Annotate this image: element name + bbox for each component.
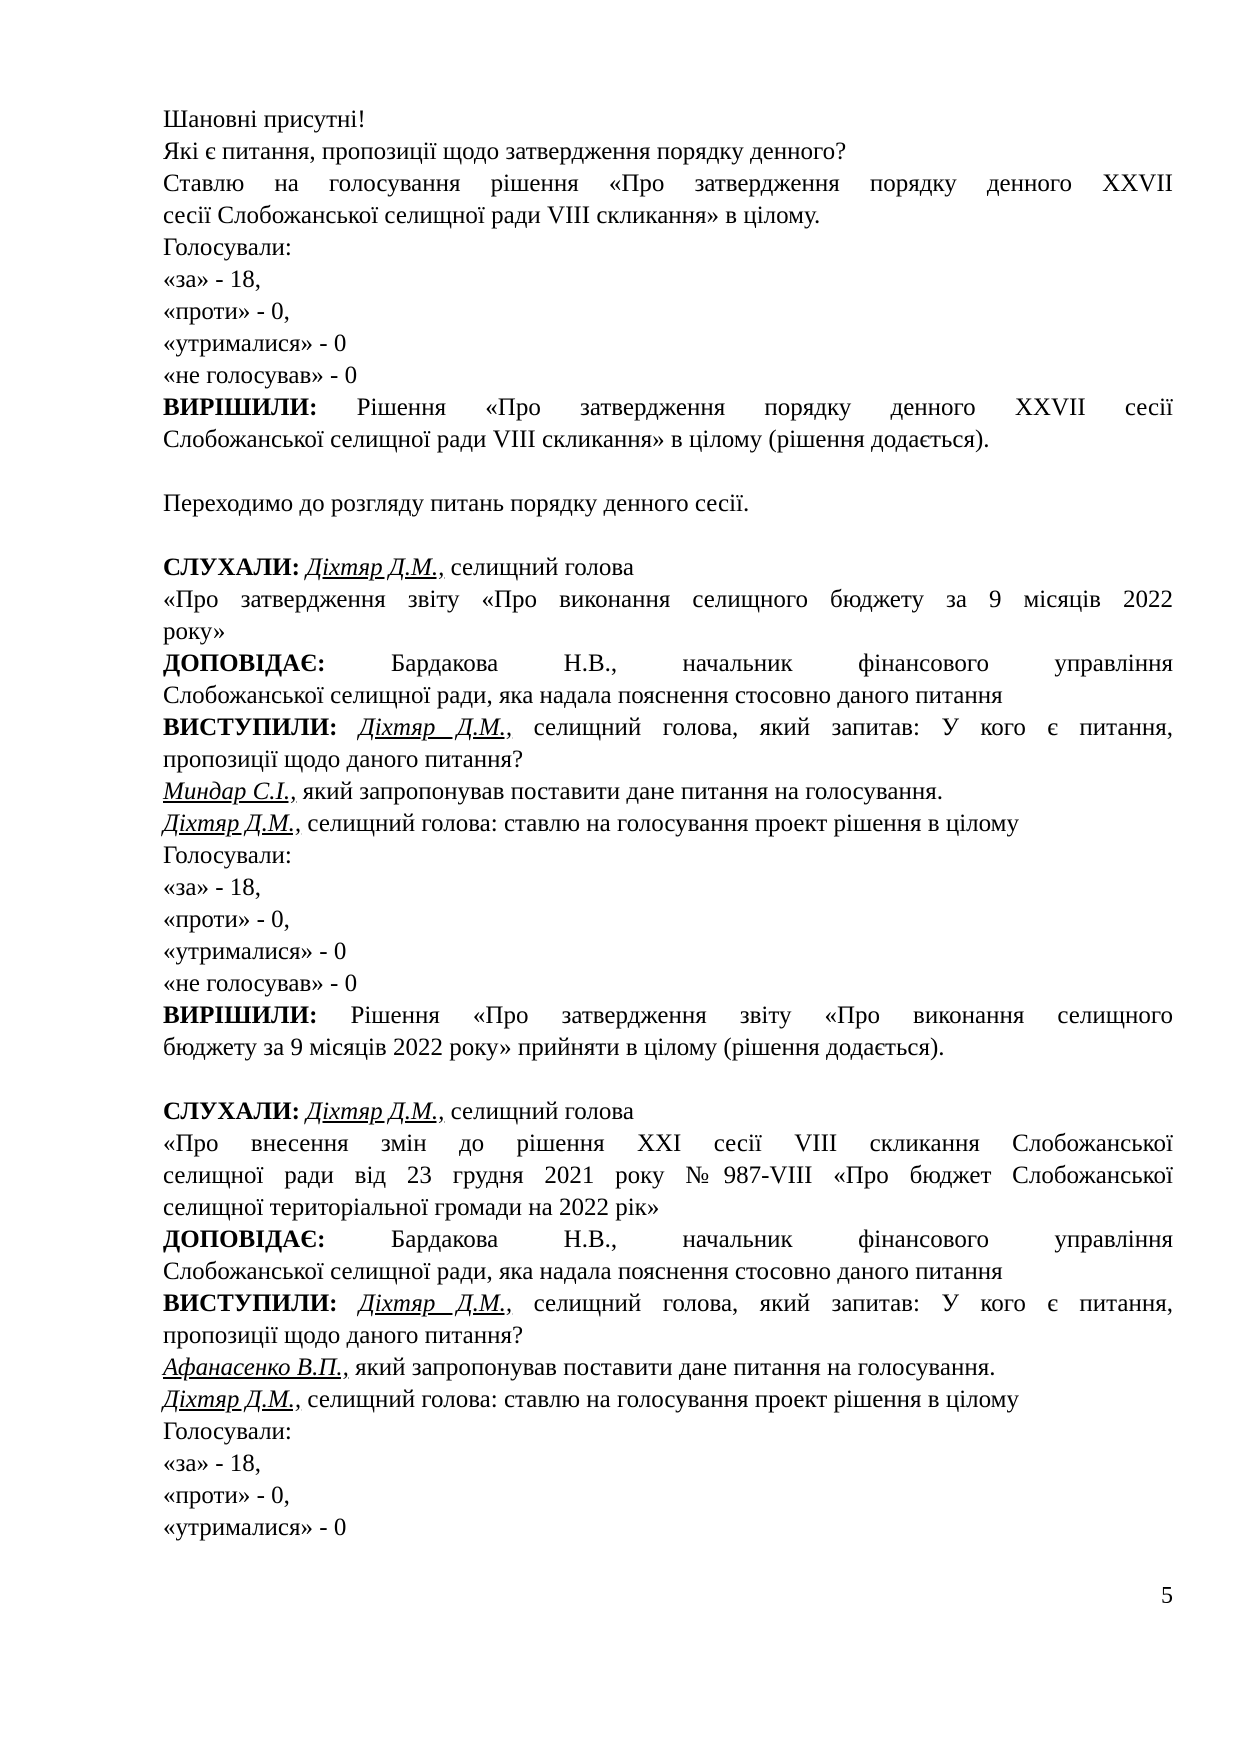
decided-label: ВИРІШИЛИ:: [163, 1002, 318, 1029]
item1-proposer: [163, 776, 1173, 808]
heard-label: СЛУХАЛИ:: [163, 554, 300, 581]
spacer: [163, 456, 1173, 488]
page-number: 5: [1161, 1583, 1173, 1609]
reports-text: Бардакова Н.В., начальник фінансового управління: [325, 650, 1173, 677]
item1-reports-line-1: [163, 648, 1173, 680]
reports-label: ДОПОВІДАЄ:: [163, 650, 326, 677]
vote-for: «за» - 18,: [163, 1450, 262, 1477]
chair-text: селищний голова: ставлю на голосування проект рішення в цілому: [301, 810, 1019, 837]
item1-topic-line-2: року»: [163, 618, 226, 645]
speaker-role: селищний голова: [444, 554, 634, 581]
item2-reports-line-1: [163, 1224, 1173, 1256]
spacer: [163, 1064, 1173, 1096]
chair-text: селищний голова: ставлю на голосування проект рішення в цілому: [301, 1386, 1019, 1413]
heard-label: СЛУХАЛИ:: [163, 1098, 300, 1125]
item2-heard: [163, 1096, 1173, 1128]
transition-text: Переходимо до розгляду питань порядку денного сесії.: [163, 490, 750, 517]
item2-topic-line-1: «Про внесення змін до рішення XXI сесії VIII скликання Слобожанської: [163, 1130, 1173, 1157]
vote-for: «за» - 18,: [163, 874, 262, 901]
item1-reports-line-2: Слобожанської селищної ради, яка надала пояснення стосовно даного питання: [163, 682, 1003, 709]
speaker-name: Діхтяр Д.М.,: [358, 1290, 513, 1317]
item2-proposer: [163, 1352, 1173, 1384]
vote-against: «проти» - 0,: [163, 1482, 290, 1509]
decided-line-2: Слобожанської селищної ради VIII скликання» в цілому (рішення додається).: [163, 426, 990, 453]
vote-call-line-2: сесії Слобожанської селищної ради VIII скликання» в цілому.: [163, 202, 821, 229]
item2-spoke-line-2: пропозиції щодо даного питання?: [163, 1322, 524, 1349]
reports-text: Бардакова Н.В., начальник фінансового управління: [325, 1226, 1173, 1253]
chair-name: Діхтяр Д.М.,: [163, 810, 302, 837]
proposer-name: Афанасенко В.П.,: [163, 1354, 349, 1381]
voted-label: Голосували:: [163, 234, 292, 261]
document-page: [163, 104, 1173, 1544]
item1-spoke-line-1: [163, 712, 1173, 744]
decided-label: ВИРІШИЛИ:: [163, 394, 318, 421]
item1-spoke-line-2: пропозиції щодо даного питання?: [163, 746, 524, 773]
vote-not-voted: «не голосував» - 0: [163, 362, 358, 389]
speaker-name: Діхтяр Д.М.,: [306, 554, 445, 581]
item1-heard: [163, 552, 1173, 584]
spoke-text: селищний голова, який запитав: У кого є питання,: [512, 1290, 1173, 1317]
item1-decided-line-1: [163, 1000, 1173, 1032]
item1-chair: [163, 808, 1173, 840]
item2-chair: [163, 1384, 1173, 1416]
vote-call-line-1: Ставлю на голосування рішення «Про затвердження порядку денного XXVII: [163, 170, 1173, 197]
proposer-text: який запропонував поставити дане питання на голосування.: [296, 778, 943, 805]
speaker-name: Діхтяр Д.М.,: [306, 1098, 445, 1125]
voted-label: Голосували:: [163, 842, 292, 869]
spoke-text: селищний голова, який запитав: У кого є питання,: [512, 714, 1173, 741]
spoke-label: ВИСТУПИЛИ:: [163, 1290, 338, 1317]
vote-against: «проти» - 0,: [163, 298, 290, 325]
proposer-name: Миндар С.І.,: [163, 778, 297, 805]
item2-topic-line-3: селищної територіальної громади на 2022 рік»: [163, 1194, 660, 1221]
decided-text: Рішення «Про затвердження порядку денного XXVII сесії: [317, 394, 1173, 421]
item1-topic-line-1: «Про затвердження звіту «Про виконання селищного бюджету за 9 місяців 2022: [163, 586, 1173, 613]
proposer-text: який запропонував поставити дане питання на голосування.: [348, 1354, 996, 1381]
reports-label: ДОПОВІДАЄ:: [163, 1226, 326, 1253]
item2-reports-line-2: Слобожанської селищної ради, яка надала пояснення стосовно даного питання: [163, 1258, 1003, 1285]
vote-not-voted: «не голосував» - 0: [163, 970, 358, 997]
spoke-label: ВИСТУПИЛИ:: [163, 714, 338, 741]
decided-line-1: [163, 392, 1173, 424]
vote-against: «проти» - 0,: [163, 906, 290, 933]
greeting: Шановні присутні!: [163, 106, 366, 133]
question: Які є питання, пропозиції щодо затвердження порядку денного?: [163, 138, 847, 165]
voted-label: Голосували:: [163, 1418, 292, 1445]
decided-text: Рішення «Про затвердження звіту «Про виконання селищного: [317, 1002, 1173, 1029]
speaker-role: селищний голова: [444, 1098, 634, 1125]
vote-abstained: «утрималися» - 0: [163, 330, 347, 357]
item2-topic-line-2: селищної ради від 23 грудня 2021 року №987-VIII «Про бюджет Слобожанської: [163, 1162, 1173, 1189]
item2-spoke-line-1: [163, 1288, 1173, 1320]
spacer: [163, 520, 1173, 552]
item1-decided-line-2: бюджету за 9 місяців 2022 року» прийняти в цілому (рішення додається).: [163, 1034, 945, 1061]
speaker-name: Діхтяр Д.М.,: [358, 714, 513, 741]
vote-abstained: «утрималися» - 0: [163, 1514, 347, 1541]
vote-abstained: «утрималися» - 0: [163, 938, 347, 965]
vote-for: «за» - 18,: [163, 266, 262, 293]
chair-name: Діхтяр Д.М.,: [163, 1386, 302, 1413]
